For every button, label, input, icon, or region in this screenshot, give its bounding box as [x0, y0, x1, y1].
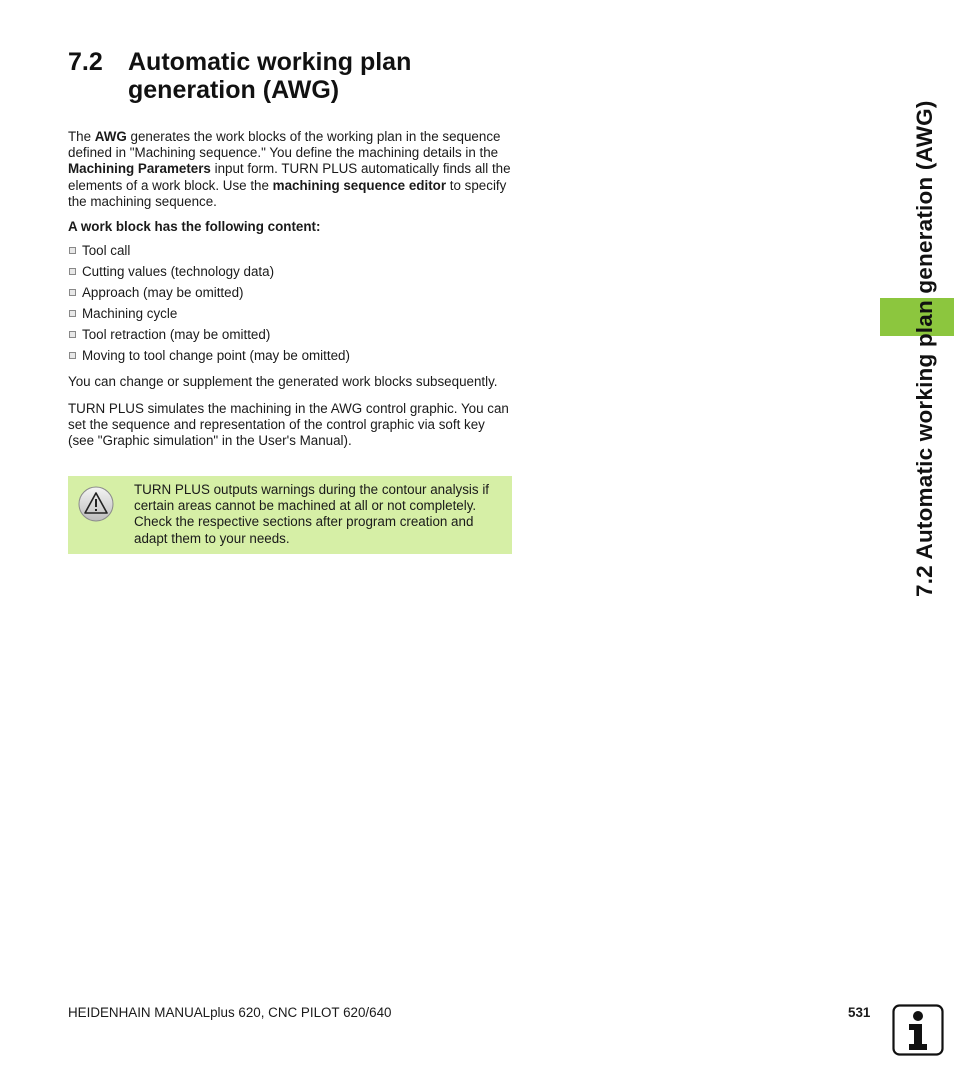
list-item-text: Tool retraction (may be omitted) — [82, 327, 271, 343]
intro-paragraph — [68, 129, 514, 210]
list-item — [68, 348, 514, 364]
list-item — [68, 264, 514, 280]
intro-bold-awg: AWG — [94, 129, 127, 144]
work-block-heading: A work block has the following content: — [68, 219, 321, 235]
bullet-square-icon — [69, 289, 76, 296]
list-item — [68, 306, 514, 322]
list-item-text: Moving to tool change point (may be omitted) — [82, 348, 350, 364]
bullet-square-icon — [69, 331, 76, 338]
change-paragraph: You can change or supplement the generated work blocks subsequently. — [68, 374, 498, 390]
list-item-text: Machining cycle — [82, 306, 178, 322]
bullet-square-icon — [69, 310, 76, 317]
bullet-square-icon — [69, 268, 76, 275]
bullet-square-icon — [69, 352, 76, 359]
main-content — [68, 129, 514, 459]
list-item — [68, 285, 514, 301]
warning-icon — [78, 486, 114, 522]
warning-note — [68, 476, 512, 554]
list-item — [68, 327, 514, 343]
sidebar-chapter-text: 7.2 Automatic working plan generation (AWG) — [912, 100, 937, 597]
intro-text-2: generates the work blocks of the working plan in the sequence defined in "Machining sequence." You define the machining details in the — [68, 129, 501, 161]
warning-note-text: TURN PLUS outputs warnings during the contour analysis if certain areas cannot be machined at all or not completely. Check the respective sections after program creation and adapt them to your needs. — [134, 482, 490, 546]
list-item-text: Cutting values (technology data) — [82, 264, 275, 280]
section-number: 7.2 — [68, 48, 103, 76]
section-title: Automatic working plan generation (AWG) — [128, 48, 412, 104]
bullet-square-icon — [69, 247, 76, 254]
intro-bold-machining-parameters: Machining Parameters — [68, 161, 211, 177]
page-number: 531 — [848, 1005, 871, 1020]
list-item — [68, 243, 514, 259]
simulation-paragraph: TURN PLUS simulates the machining in the AWG control graphic. You can set the sequence and representation of the control graphic via soft key (see "Graphic simulation" in the User's Manual). — [68, 400, 509, 449]
work-block-list — [68, 243, 514, 364]
intro-text-4: to specify the machining sequence. — [68, 177, 507, 209]
intro-bold-sequence-editor: machining sequence editor — [272, 177, 447, 193]
list-item-text: Approach (may be omitted) — [82, 285, 244, 301]
list-item-text: Tool call — [82, 243, 131, 259]
footer-text: HEIDENHAIN MANUALplus 620, CNC PILOT 620/640 — [68, 1005, 392, 1020]
intro-text-1: The — [68, 129, 95, 144]
info-icon — [892, 1004, 944, 1056]
intro-text-3: input form. TURN PLUS automatically finds all the elements of a work block. Use the — [68, 161, 511, 193]
